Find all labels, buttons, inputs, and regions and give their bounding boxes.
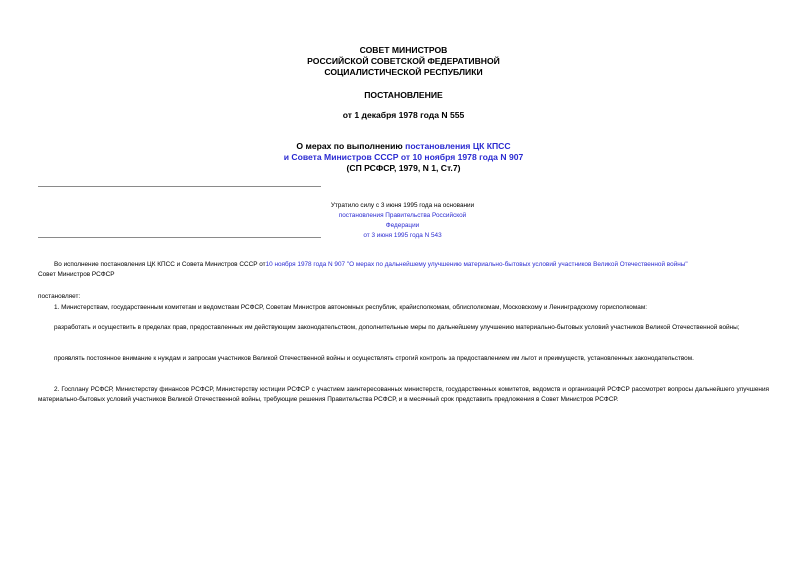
resolves-text: постановляет: xyxy=(38,293,81,300)
intro-text: Во исполнение постановления ЦК КПСС и Совета Министров СССР от xyxy=(54,261,266,268)
divider-top xyxy=(38,186,321,187)
intro-paragraph xyxy=(38,260,783,281)
divider-bottom xyxy=(38,237,321,238)
title-link-part-2[interactable]: и Совета Министров СССР от 10 ноября 1978 года N 907 xyxy=(283,152,524,162)
status-note-text: Утратило силу с 3 июня 1995 года на основании xyxy=(330,202,475,209)
item-2: 2. Госплану РСФСР, Министерству финансов РСФСР, Министерству юстиции РСФСР с участием заинтересованных министерств, государственных комитетов, ведомств и организаций РСФСР рассмотрет вопросы дальнейшего улучшения материально-бытовых условий участников Великой Отечественной войны, требующие решения Правительства РСФСР, и в месячный срок представить предложения в Совет Министров РСФСР. xyxy=(38,386,769,404)
status-note xyxy=(330,201,475,241)
status-note-link-1[interactable]: постановления Правительства Российской Федерации xyxy=(338,212,467,229)
authority-line-2: РОССИЙСКОЙ СОВЕТСКОЙ ФЕДЕРАТИВНОЙ xyxy=(307,56,500,66)
issuing-authority xyxy=(0,45,807,78)
intro-suffix: Совет Министров РСФСР xyxy=(38,271,115,279)
document-date: от 1 декабря 1978 года N 555 xyxy=(342,110,465,120)
publication-source: (СП РСФСР, 1979, N 1, Ст.7) xyxy=(346,163,461,173)
status-note-link-2[interactable]: от 3 июня 1995 года N 543 xyxy=(363,232,442,239)
authority-line-1: СОВЕТ МИНИСТРОВ xyxy=(359,45,448,55)
document-title xyxy=(0,141,807,174)
document-type: ПОСТАНОВЛЕНИЕ xyxy=(364,90,443,100)
intro-link[interactable]: 10 ноября 1978 года N 907 "О мерах по дальнейшему улучшению материально-бытовых условий участников Великой Отечественной войны" xyxy=(265,261,688,268)
item-1a: разработать и осуществить в пределах прав, предоставленных им действующим законодательством, дополнительные меры по дальнейшему улучшению материально-бытовых условий участников Великой Отечественной войны; xyxy=(54,324,740,331)
item-1: 1. Министерствам, государственным комитетам и ведомствам РСФСР, Советам Министров автономных республик, крайисполкомам, облисполкомам, Московскому и Ленинградскому горисполкомам: xyxy=(54,304,647,311)
authority-line-3: СОЦИАЛИСТИЧЕСКОЙ РЕСПУБЛИКИ xyxy=(324,67,483,77)
item-1b: проявлять постоянное внимание к нуждам и запросам участников Великой Отечественной войны и осуществлять строгий контроль за предоставлением им льгот и преимуществ, установленных законодательством. xyxy=(54,355,694,362)
title-prefix: О мерах по выполнению xyxy=(296,141,406,151)
title-link-part-1[interactable]: постановления ЦК КПСС xyxy=(405,141,511,151)
